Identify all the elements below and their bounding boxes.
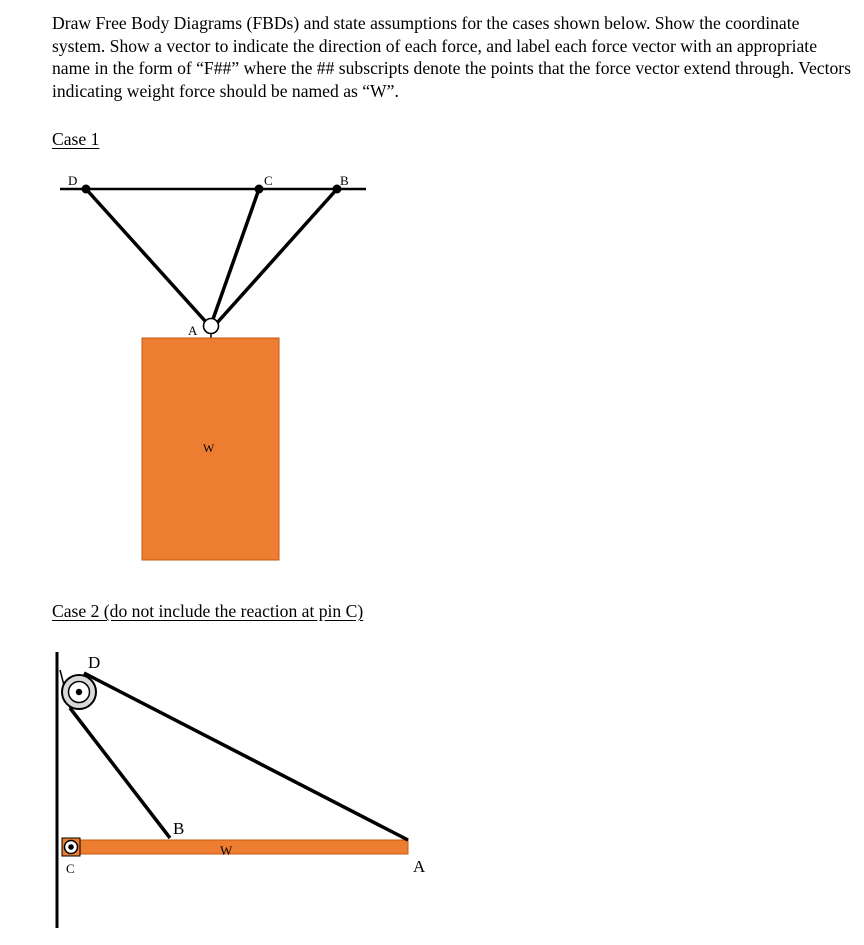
case1-label-c: C [264,173,273,188]
case2-label-d: D [88,653,101,672]
case1-point-c [255,185,264,194]
case2-label-b: B [173,819,185,838]
case1-label-d: D [68,173,78,188]
case2-cable-db [70,708,170,838]
case2-cable-da [84,673,408,840]
case2-label-a: A [413,857,426,876]
case1-diagram [60,173,366,560]
case1-heading: Case 1 [52,129,100,149]
case1-label-a: A [188,323,198,338]
case2-heading: Case 2 (do not include the reaction at pin C) [52,601,364,621]
case1-label-w: W [203,441,215,455]
case2-label-c: C [66,861,75,876]
case1-cable-da [86,189,206,322]
case1-ring-a [204,319,219,334]
case2-pulley-d-pin [76,689,82,695]
case2-label-w: W [220,843,233,858]
case1-label-b: B [340,173,349,188]
case1-point-d [82,185,91,194]
case2-pin-c-center [68,844,74,850]
case2-diagram [57,652,426,928]
case2-beam [62,840,408,854]
problem-instructions: Draw Free Body Diagrams (FBDs) and state assumptions for the cases shown below. Show the coordinate system. Show a vector to indicate the direction of each force, and label each force vector with an appropriate name in the form of “F##” where the ## subscripts denote the points that the force vector extend through. Vectors indicating weight force should be named as “W”. [52,13,851,101]
